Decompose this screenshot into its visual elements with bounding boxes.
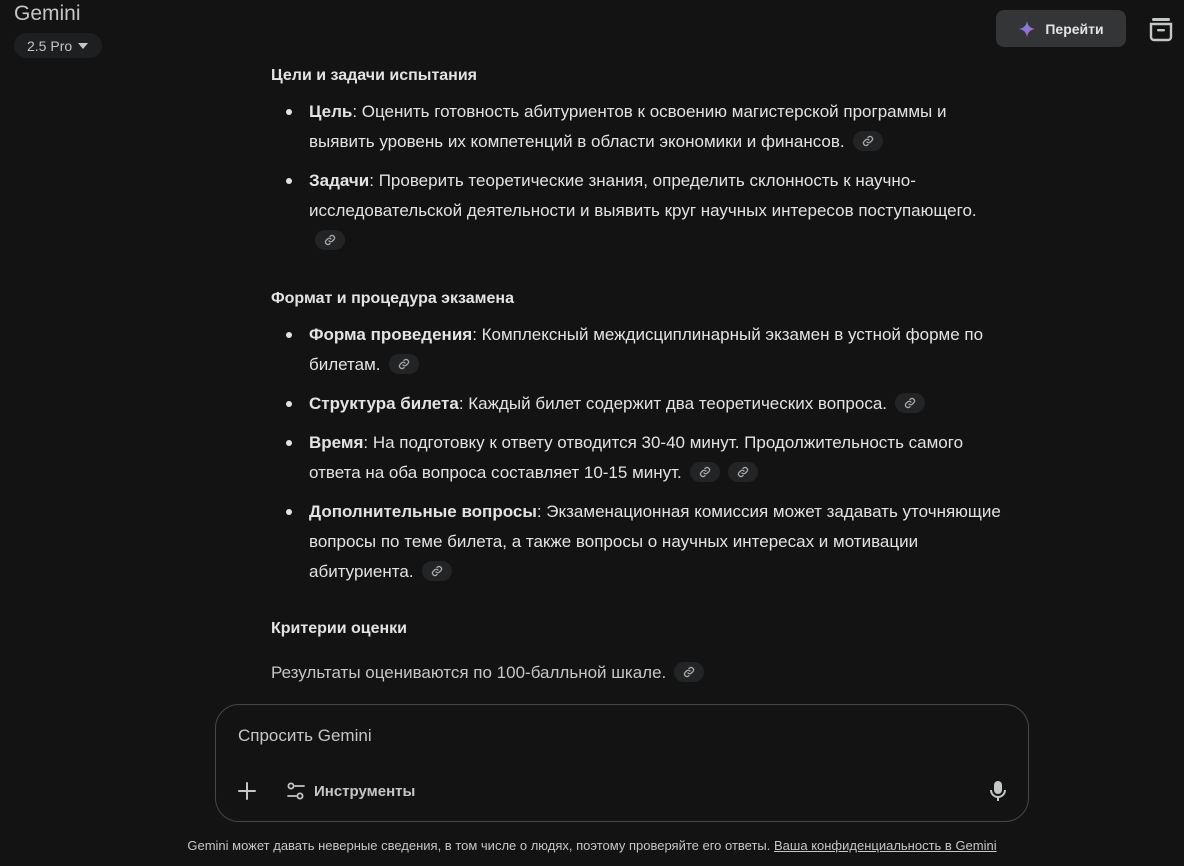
- source-link-chip[interactable]: [674, 662, 704, 682]
- item-term: Цель: [309, 102, 353, 121]
- source-link-chip[interactable]: [728, 462, 758, 482]
- section-title-goals: Цели и задачи испытания: [271, 67, 478, 84]
- format-list: [271, 320, 1011, 596]
- list-item: [271, 97, 1011, 157]
- item-term: Дополнительные вопросы: [309, 502, 537, 521]
- item-text: : Комплексный междисциплинарный экзамен в устной форме по билетам.: [309, 325, 984, 374]
- item-text: : Экзаменационная комиссия может задавать уточняющие вопросы по теме билета, а также вопросы о научных интересах и мотивации абитуриента.: [309, 502, 1001, 581]
- item-text: : Каждый билет содержит два теоретических вопроса.: [458, 394, 887, 413]
- source-link-chip[interactable]: [853, 131, 883, 151]
- list-item: [271, 320, 1011, 380]
- tools-sliders-icon: [286, 781, 306, 801]
- item-term: Задачи: [309, 171, 370, 190]
- list-item: [271, 389, 1011, 419]
- section-title-format: Формат и процедура экзамена: [271, 290, 514, 307]
- criteria-text: Результаты оцениваются по 100-балльной шкале.: [271, 663, 667, 682]
- list-item: [271, 428, 1011, 488]
- link-icon: [904, 397, 916, 409]
- list-item: [271, 166, 1011, 256]
- link-icon: [431, 565, 443, 577]
- item-text: : Проверить теоретические знания, определить склонность к научно-исследовательской деятельности и выявить круг научных интересов поступающего.: [309, 171, 977, 220]
- model-label: 2.5 Pro: [27, 37, 73, 54]
- item-text: : Оценить готовность абитуриентов к освоению магистерской программы и выявить уровень их компетенций в области экономики и финансов.: [309, 102, 947, 151]
- criteria-paragraph: [271, 658, 704, 688]
- tools-label: Инструменты: [314, 782, 416, 800]
- list-item: [271, 497, 1011, 587]
- disclaimer: [0, 838, 1184, 853]
- source-link-chip[interactable]: [315, 230, 345, 250]
- prompt-input[interactable]: Спросить Gemini: [238, 726, 372, 745]
- item-text: : На подготовку к ответу отводится 30-40 минут. Продолжительность самого ответа на оба вопроса составляет 10-15 минут.: [309, 433, 964, 482]
- gemini-sparkle-icon: [1018, 20, 1036, 38]
- source-link-chip[interactable]: [690, 462, 720, 482]
- item-term: Форма проведения: [309, 325, 473, 344]
- link-icon: [398, 358, 410, 370]
- temporary-chat-icon[interactable]: [1148, 14, 1174, 42]
- link-icon: [862, 135, 874, 147]
- link-icon: [699, 466, 711, 478]
- app-title: Gemini: [14, 2, 81, 25]
- link-icon: [324, 234, 336, 246]
- model-picker[interactable]: [14, 33, 102, 58]
- item-term: Время: [309, 433, 364, 452]
- source-link-chip[interactable]: [895, 393, 925, 413]
- section-title-criteria: Критерии оценки: [271, 620, 408, 637]
- source-link-chip[interactable]: [389, 354, 419, 374]
- go-button[interactable]: [996, 10, 1126, 47]
- prompt-box[interactable]: [215, 704, 1029, 822]
- caret-down-icon: [78, 43, 88, 49]
- privacy-link[interactable]: Ваша конфиденциальность в Gemini: [774, 838, 997, 853]
- item-term: Структура билета: [309, 394, 459, 413]
- add-icon[interactable]: [234, 778, 260, 804]
- tools-button[interactable]: [286, 777, 415, 805]
- source-link-chip[interactable]: [422, 561, 452, 581]
- link-icon: [683, 666, 695, 678]
- microphone-icon[interactable]: [986, 778, 1010, 804]
- goals-list: [271, 97, 1011, 265]
- link-icon: [737, 466, 749, 478]
- go-button-label: Перейти: [1045, 20, 1104, 37]
- disclaimer-text: Gemini может давать неверные сведения, в том числе о людях, поэтому проверяйте его ответы.: [187, 838, 771, 853]
